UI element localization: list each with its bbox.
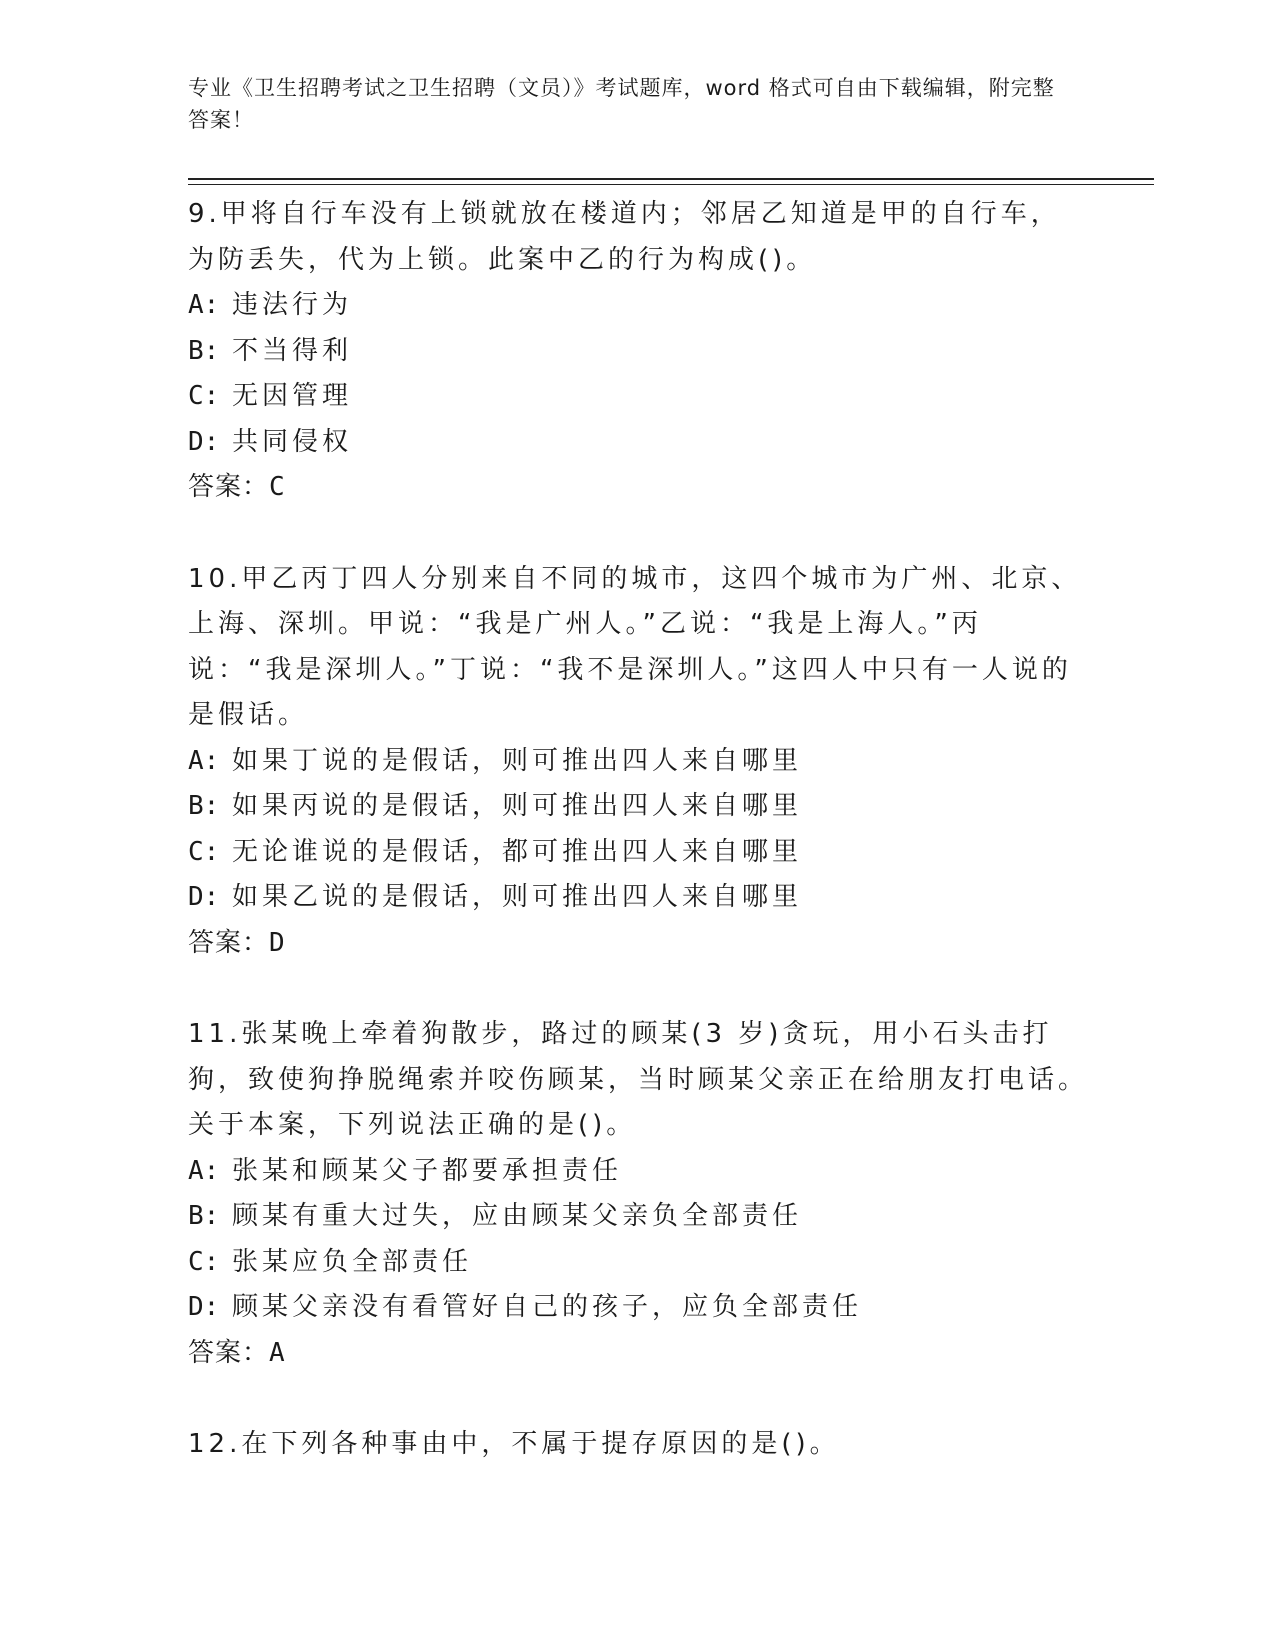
option-d <box>188 875 1088 921</box>
option-text: 共同侵权 <box>232 426 353 457</box>
answer-line <box>188 1331 1088 1377</box>
answer-value: C <box>269 472 286 502</box>
question-stem: 10.甲乙丙丁四人分别来自不同的城市，这四个城市为广州、北京、上海、深圳。甲说：“我是广州人。”乙说：“我是上海人。”丙说：“我是深圳人。”丁说：“我不是深圳人。”这四人中只有一人说的是假话。 <box>188 563 1082 730</box>
question-stem: 11.张某晚上牵着狗散步，路过的顾某(3 岁)贪玩，用小石头击打狗，致使狗挣脱绳索并咬伤顾某，当时顾某父亲正在给朋友打电话。关于本案，下列说法正确的是()。 <box>188 1019 1089 1140</box>
option-key: A: <box>188 1155 220 1186</box>
option-b <box>188 784 1088 830</box>
option-key: D: <box>188 882 220 912</box>
option-key: C: <box>188 1246 220 1277</box>
answer-line <box>188 465 1088 511</box>
option-text: 顾某父亲没有看管好自己的孩子，应负全部责任 <box>232 1292 863 1322</box>
document-header: 专业《卫生招聘考试之卫生招聘（文员）》考试题库，word 格式可自由下载编辑，附完整答案！ <box>188 76 1055 132</box>
option-text: 如果丁说的是假话，则可推出四人来自哪里 <box>232 745 803 776</box>
header-divider-thick <box>188 178 1154 180</box>
question-list <box>188 192 1088 1514</box>
option-key: A: <box>188 745 220 776</box>
option-text: 顾某有重大过失，应由顾某父亲负全部责任 <box>232 1201 803 1231</box>
option-c <box>188 1240 1088 1286</box>
option-key: A: <box>188 290 220 320</box>
option-a <box>188 739 1088 785</box>
answer-value: A <box>269 1337 286 1368</box>
option-key: C: <box>188 836 220 867</box>
option-d <box>188 420 1088 466</box>
option-key: B: <box>188 335 220 366</box>
answer-line <box>188 921 1088 967</box>
option-text: 张某应负全部责任 <box>232 1246 473 1277</box>
option-text: 不当得利 <box>232 335 353 366</box>
question-10 <box>188 557 1088 967</box>
option-b <box>188 329 1088 375</box>
option-c <box>188 374 1088 420</box>
option-text: 无论谁说的是假话，都可推出四人来自哪里 <box>232 836 803 867</box>
option-key: D: <box>188 1292 220 1322</box>
question-9 <box>188 192 1088 511</box>
answer-label: 答案： <box>188 927 270 958</box>
answer-label: 答案： <box>188 1337 270 1368</box>
answer-label: 答案： <box>188 472 270 502</box>
option-c <box>188 830 1088 876</box>
option-b <box>188 1194 1088 1240</box>
answer-value: D <box>269 927 286 958</box>
option-text: 如果乙说的是假话，则可推出四人来自哪里 <box>232 882 803 912</box>
option-a <box>188 1149 1088 1195</box>
header-divider-thin <box>188 184 1154 185</box>
question-11 <box>188 1012 1088 1376</box>
option-d <box>188 1285 1088 1331</box>
option-text: 违法行为 <box>232 290 353 320</box>
option-key: B: <box>188 791 220 821</box>
option-a <box>188 283 1088 329</box>
option-key: B: <box>188 1201 220 1231</box>
option-text: 无因管理 <box>232 381 353 411</box>
option-text: 如果丙说的是假话，则可推出四人来自哪里 <box>232 791 803 821</box>
question-12 <box>188 1422 1088 1468</box>
question-stem: 12.在下列各种事由中，不属于提存原因的是()。 <box>188 1429 840 1459</box>
option-text: 张某和顾某父子都要承担责任 <box>232 1155 623 1186</box>
question-stem: 9.甲将自行车没有上锁就放在楼道内；邻居乙知道是甲的自行车，为防丢失，代为上锁。此案中乙的行为构成()。 <box>188 199 1061 275</box>
option-key: C: <box>188 381 220 411</box>
option-key: D: <box>188 426 220 457</box>
